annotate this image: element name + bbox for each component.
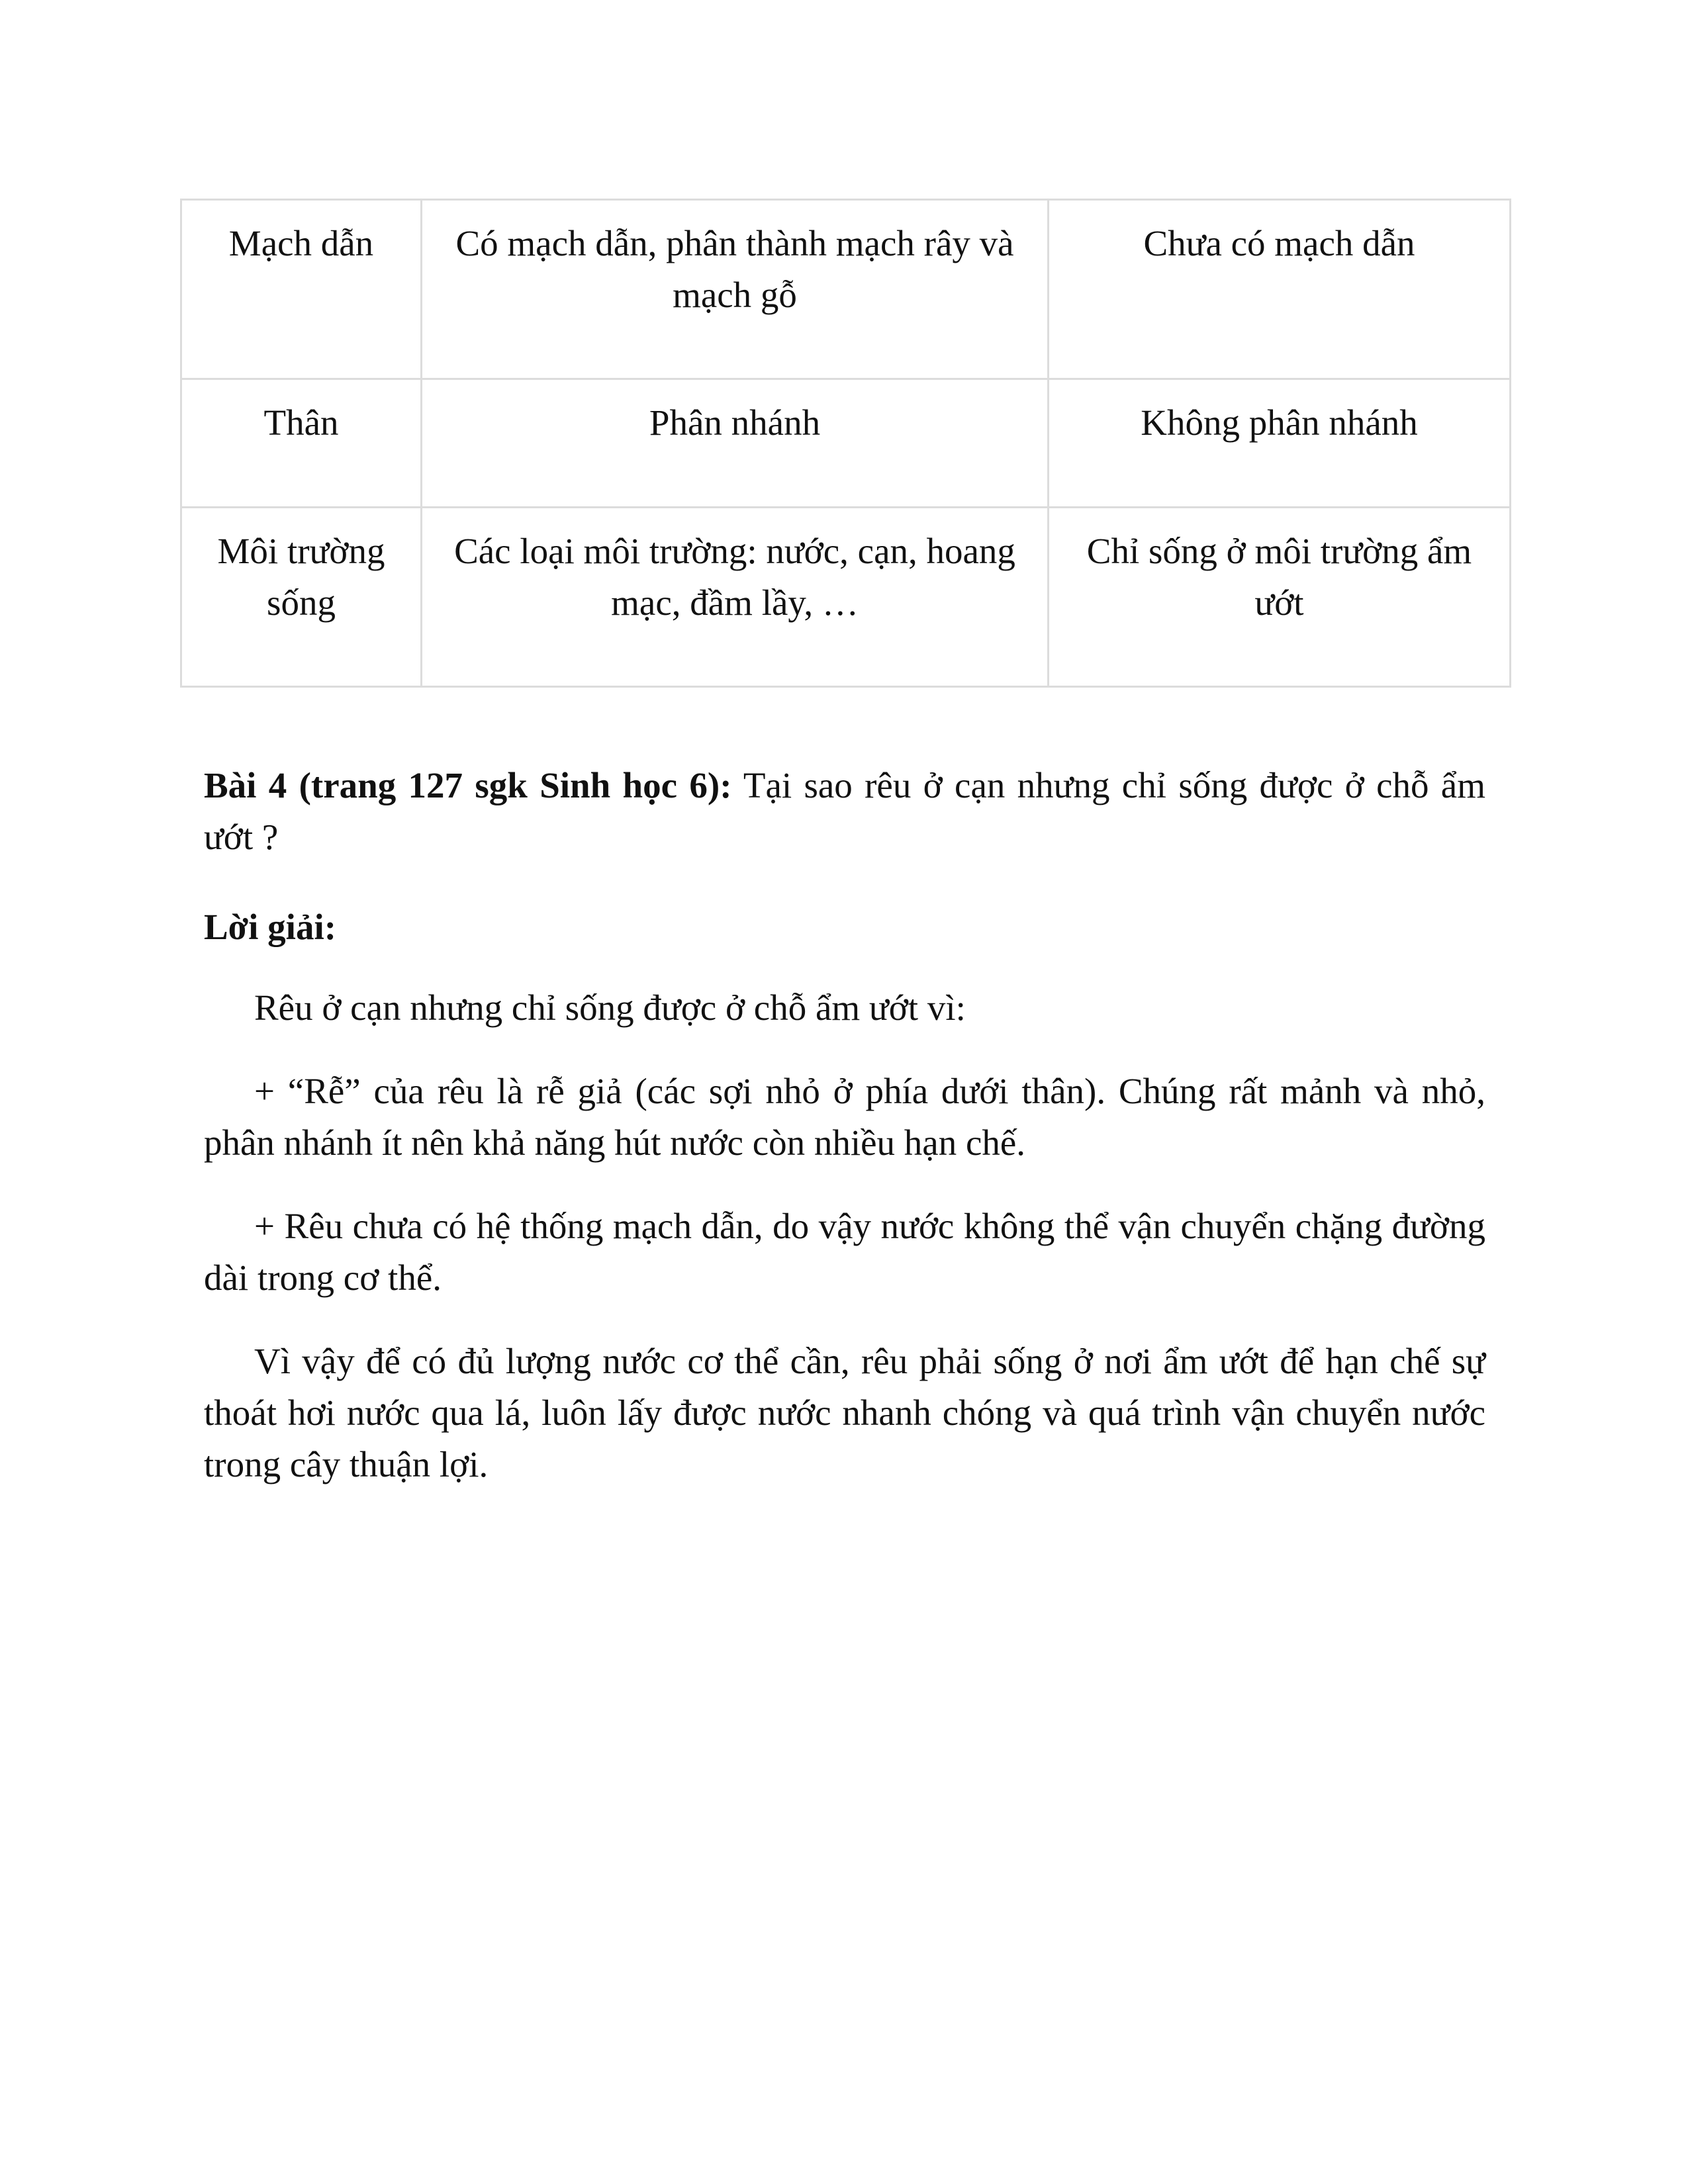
table-cell: Không phân nhánh (1049, 379, 1511, 508)
table-row (181, 379, 1511, 508)
question-label: Bài 4 (trang 127 sgk Sinh học 6): (204, 765, 732, 805)
table-cell: Phân nhánh (422, 379, 1049, 508)
table-cell-feature: Môi trường sống (181, 508, 422, 687)
solution-title: Lời giải: (204, 907, 337, 947)
solution-paragraph: + “Rễ” của rêu là rễ giả (các sợi nhỏ ở phía dưới thân). Chúng rất mảnh và nhỏ, phân nhánh ít nên khả năng hút nước còn nhiều hạn chế. (204, 1071, 1485, 1163)
table-cell: Chưa có mạch dẫn (1049, 200, 1511, 379)
table-cell: Có mạch dẫn, phân thành mạch rây và mạch gỗ (422, 200, 1049, 379)
solution-paragraph: + Rêu chưa có hệ thống mạch dẫn, do vậy nước không thể vận chuyển chặng đường dài trong cơ thể. (204, 1206, 1485, 1298)
table-cell-feature: Thân (181, 379, 422, 508)
table-cell: Các loại môi trường: nước, cạn, hoang mạc, đầm lầy, … (422, 508, 1049, 687)
solution-paragraph: Rêu ở cạn nhưng chỉ sống được ở chỗ ẩm ướt vì: (254, 987, 966, 1028)
question-paragraph (204, 760, 1485, 863)
comparison-table (180, 199, 1511, 688)
table-cell: Chỉ sống ở môi trường ẩm ướt (1049, 508, 1511, 687)
table-row (181, 508, 1511, 687)
table-row (181, 200, 1511, 379)
table-cell-feature: Mạch dẫn (181, 200, 422, 379)
solution-paragraph: Vì vậy để có đủ lượng nước cơ thể cần, rêu phải sống ở nơi ẩm ướt để hạn chế sự thoát hơi nước qua lá, luôn lấy được nước nhanh chóng và quá trình vận chuyển nước trong cây thuận lợi. (204, 1341, 1485, 1484)
question-text: Tại sao rêu ở cạn nhưng chỉ sống được ở chỗ ẩm ướt ? (204, 765, 1485, 857)
